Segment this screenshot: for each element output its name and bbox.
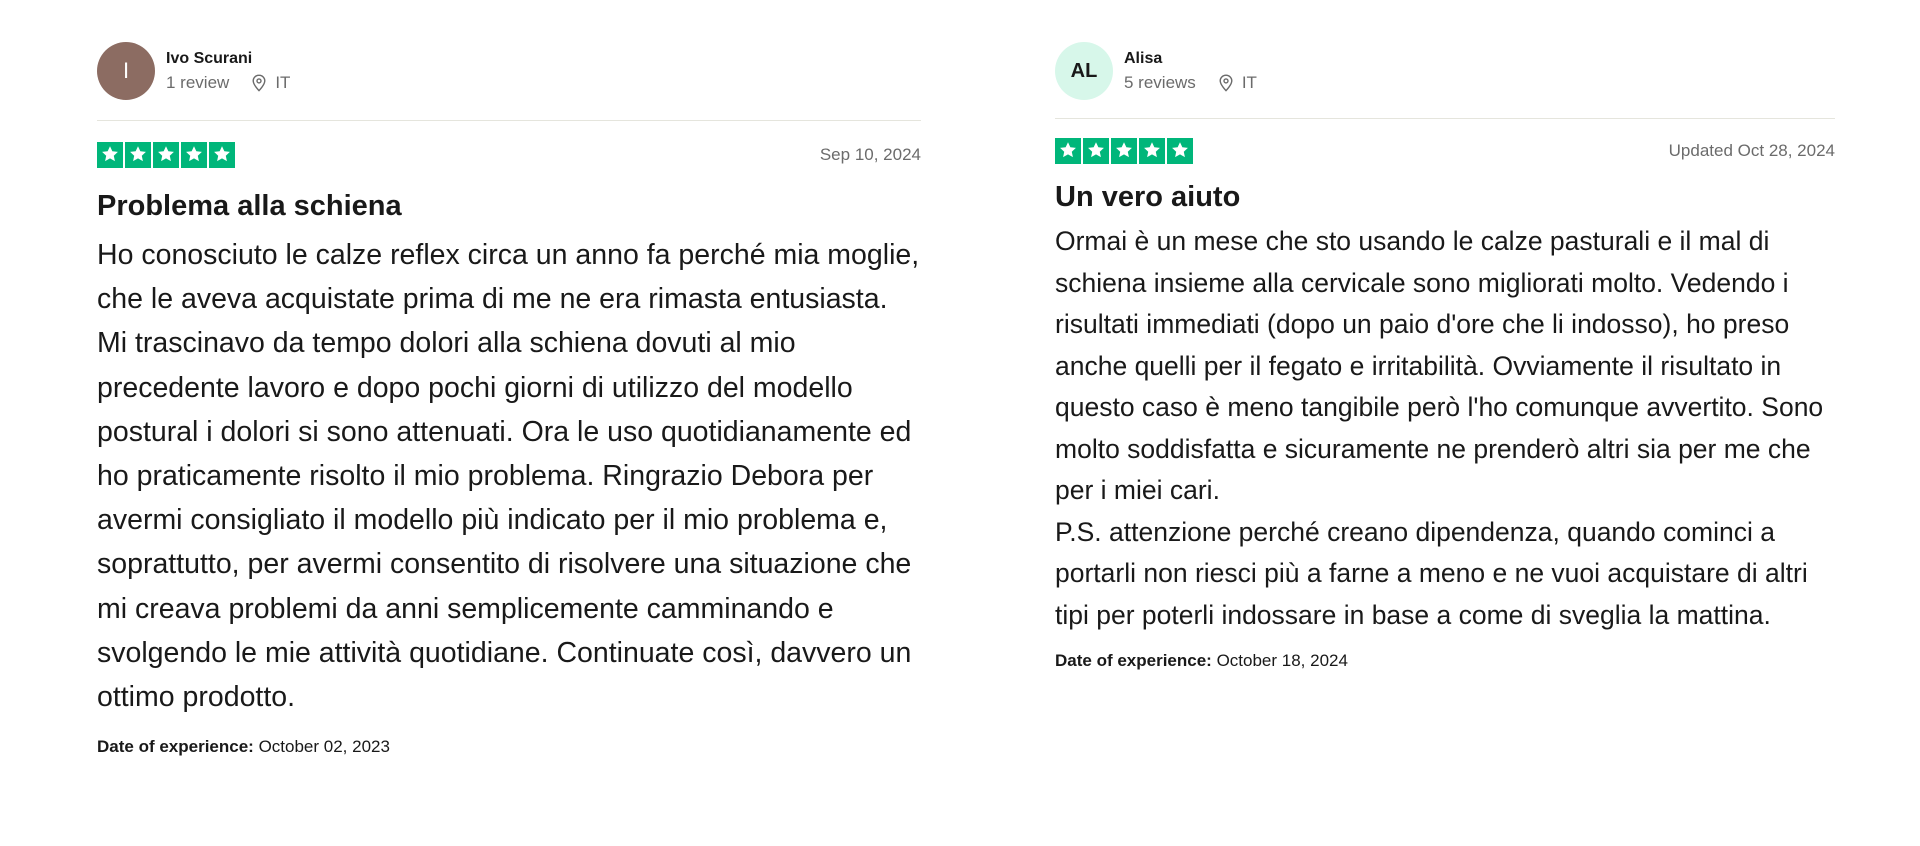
review-paragraph: P.S. attenzione perché creano dipendenza, quando cominci a portarli non riesci più a farne a meno e ne vuoi acquistare di altri tipi per poterli indossare in base a come di sveglia la mattina. (1055, 516, 1808, 630)
star-icon (125, 142, 151, 168)
review-paragraph: Ormai è un mese che sto usando le calze pasturali e il mal di schiena insieme alla cervicale sono migliorati molto. Vedendo i risultati immediati (dopo un paio d'ore che li indosso), ho preso anche quelli per il fegato e irritabilità. Ovviamente il risultato in questo caso è meno tangibile però l'ho comunque avvertito. Sono molto soddisfatta e sicuramente ne prenderò altri sia per me che per i miei cari. (1055, 226, 1824, 505)
divider (97, 120, 921, 121)
consumer-name[interactable]: Ivo Scurani (166, 50, 253, 67)
star-icon (1055, 138, 1081, 164)
star-icon (97, 142, 123, 168)
review-title[interactable]: Problema alla schiena (97, 190, 402, 222)
country-code: IT (1241, 73, 1257, 92)
experience-date: October 18, 2024 (1216, 651, 1348, 670)
review-date: Updated Oct 28, 2024 (1668, 141, 1835, 160)
review-card (97, 0, 921, 757)
star-icon (1167, 138, 1193, 164)
star-icon (1139, 138, 1165, 164)
consumer-meta (166, 73, 290, 93)
divider (1055, 118, 1835, 119)
star-rating (1055, 138, 1193, 164)
star-icon (153, 142, 179, 168)
star-icon (1111, 138, 1137, 164)
consumer-meta (1124, 73, 1257, 93)
country-code: IT (275, 73, 291, 92)
experience-date: October 02, 2023 (258, 737, 390, 757)
review-card (1055, 0, 1835, 671)
review-body (1055, 221, 1835, 636)
review-title[interactable]: Un vero aiuto (1055, 181, 1241, 213)
location-pin-icon (1218, 74, 1234, 92)
consumer-info (97, 0, 921, 100)
star-rating (97, 142, 235, 168)
consumer-details (1124, 49, 1257, 93)
consumer-details (166, 49, 290, 93)
rating-row (97, 142, 921, 168)
review-paragraph: Ho conosciuto le calze reflex circa un anno fa perché mia moglie, che le aveva acquistate prima di me ne era rimasta entusiasta. Mi trascinavo da tempo dolori alla schiena dovuti al mio precedente lavoro e dopo pochi giorni di utilizzo del modello postural i dolori si sono attenuati. Ora le uso quotidianamente ed ho praticamente risolto il mio problema. Ringrazio Debora per avermi consigliato il modello più indicato per il mio problema e, soprattutto, per avermi consentito di risolvere una situazione che mi creava problemi da anni semplicemente camminando e svolgendo le mie attività quotidiane. Continuate così, davvero un ottimo prodotto. (97, 239, 920, 714)
experience-label: Date of experience: (1055, 651, 1212, 670)
review-date: Sep 10, 2024 (819, 145, 921, 164)
experience-label: Date of experience: (97, 737, 254, 757)
location-pin-icon (251, 74, 267, 92)
consumer-name[interactable]: Alisa (1124, 50, 1163, 67)
date-of-experience (97, 737, 921, 757)
review-body (97, 233, 921, 719)
consumer-info (1055, 0, 1835, 100)
date-of-experience (1055, 651, 1835, 671)
star-icon (181, 142, 207, 168)
star-icon (1083, 138, 1109, 164)
avatar[interactable]: AL (1055, 42, 1113, 100)
star-icon (209, 142, 235, 168)
rating-row (1055, 138, 1835, 164)
review-count: 5 reviews (1124, 73, 1196, 92)
avatar[interactable]: I (97, 42, 155, 100)
review-count: 1 review (166, 73, 230, 92)
